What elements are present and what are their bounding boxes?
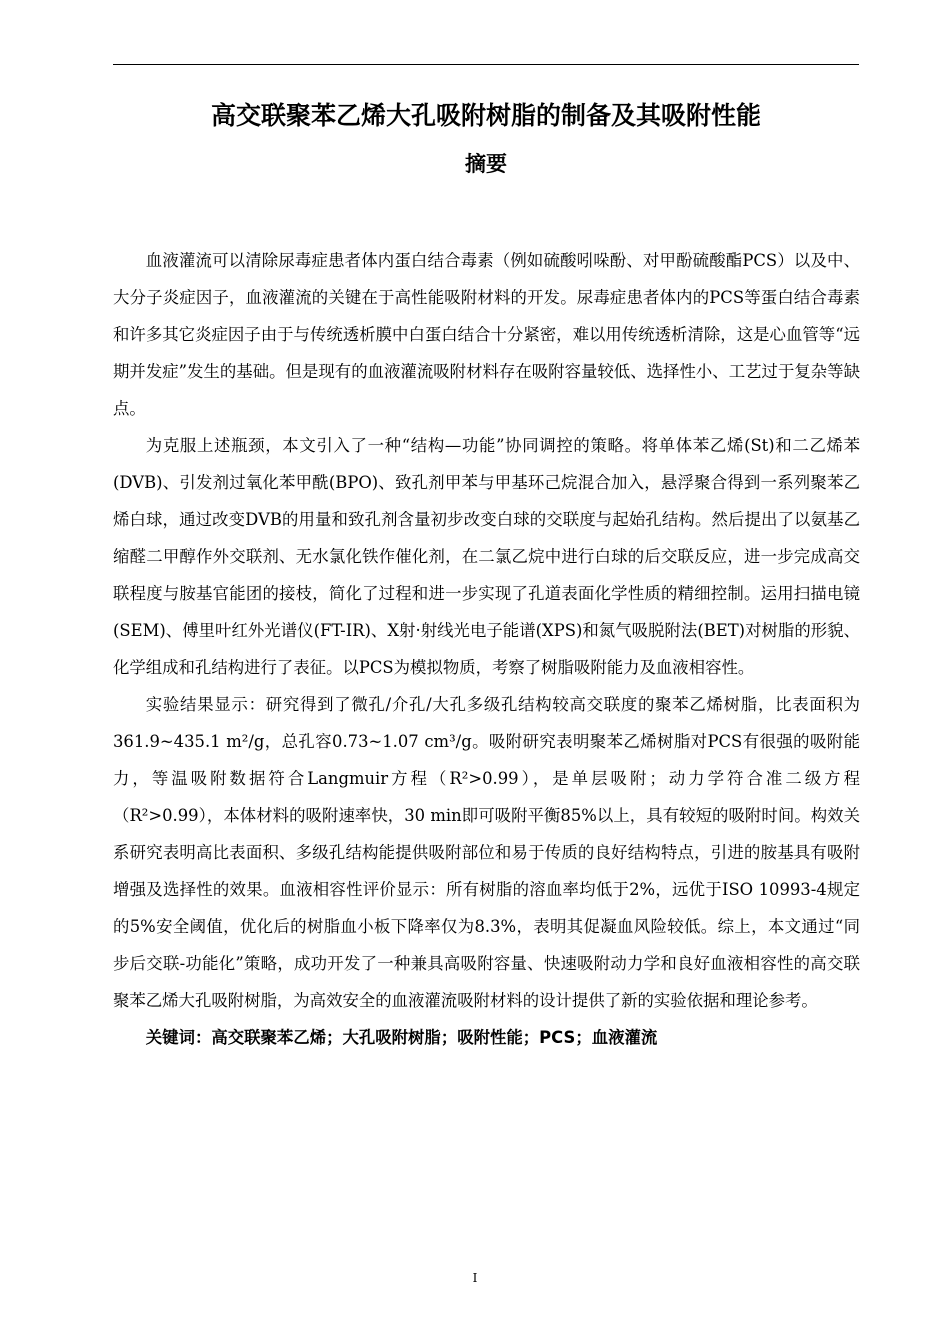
document-title: 高交联聚苯乙烯大孔吸附树脂的制备及其吸附性能 bbox=[210, 101, 761, 130]
keywords-label: 关键词： bbox=[145, 1028, 212, 1047]
keywords-text: 高交联聚苯乙烯；大孔吸附树脂；吸附性能；PCS；血液灌流 bbox=[211, 1028, 658, 1047]
abstract-paragraph-2: 为克服上述瓶颈，本文引入了一种“结构—功能”协同调控的策略。将单体苯乙烯(St)和二乙烯苯(DVB)、引发剂过氧化苯甲酰(BPO)、致孔剂甲苯与甲基环己烷混合加入，悬浮聚合得到一系列聚苯乙烯白球，通过改变DVB的用量和致孔剂含量初步改变白球的交联度与起始孔结构。然后提出了以氨基乙缩醛二甲醇作外交联剂、无水氯化铁作催化剂，在二氯乙烷中进行白球的后交联反应，进一步完成高交联程度与胺基官能团的接枝，简化了过程和进一步实现了孔道表面化学性质的精细控制。运用扫描电镜(SEM)、傅里叶红外光谱仪(FT-IR)、X射·射线光电子能谱(XPS)和氮气吸脱附法(BET)对树脂的形貌、化学组成和孔结构进行了表征。以PCS为模拟物质，考察了树脂吸附能力及血液相容性。 bbox=[113, 436, 860, 677]
header-rule bbox=[113, 64, 859, 65]
abstract-paragraph-1: 血液灌流可以清除尿毒症患者体内蛋白结合毒素（例如硫酸吲哚酚、对甲酚硫酸酯PCS）以及中、大分子炎症因子，血液灌流的关键在于高性能吸附材料的开发。尿毒症患者体内的PCS等蛋白结合毒素和许多其它炎症因子由于与传统透析膜中白蛋白结合十分紧密，难以用传统透析清除，这是心血管等“远期并发症”发生的基础。但是现有的血液灌流吸附材料存在吸附容量较低、选择性小、工艺过于复杂等缺点。 bbox=[113, 251, 860, 418]
keywords-line bbox=[113, 1019, 860, 1056]
abstract-heading: 摘要 bbox=[465, 152, 507, 176]
page-number: I bbox=[472, 1271, 478, 1285]
abstract-paragraph-3: 实验结果显示：研究得到了微孔/介孔/大孔多级孔结构较高交联度的聚苯乙烯树脂，比表面积为361.9~435.1 m²/g，总孔容0.73~1.07 cm³/g。吸附研究表明聚苯乙烯树脂对PCS有很强的吸附能力，等温吸附数据符合Langmuir方程（R²>0.99），是单层吸附；动力学符合准二级方程（R²>0.99），本体材料的吸附速率快，30 min即可吸附平衡85%以上，具有较短的吸附时间。构效关系研究表明高比表面积、多级孔结构能提供吸附部位和易于传质的良好结构特点，引进的胺基具有吸附增强及选择性的效果。血液相容性评价显示：所有树脂的溶血率均低于2%，远优于ISO 10993-4规定的5%安全阈值，优化后的树脂血小板下降率仅为8.3%，表明其促凝血风险较低。综上，本文通过“同步后交联-功能化”策略，成功开发了一种兼具高吸附容量、快速吸附动力学和良好血液相容性的高交联聚苯乙烯大孔吸附树脂，为高效安全的血液灌流吸附材料的设计提供了新的实验依据和理论参考。 bbox=[113, 695, 860, 1010]
abstract-body bbox=[113, 242, 860, 1056]
